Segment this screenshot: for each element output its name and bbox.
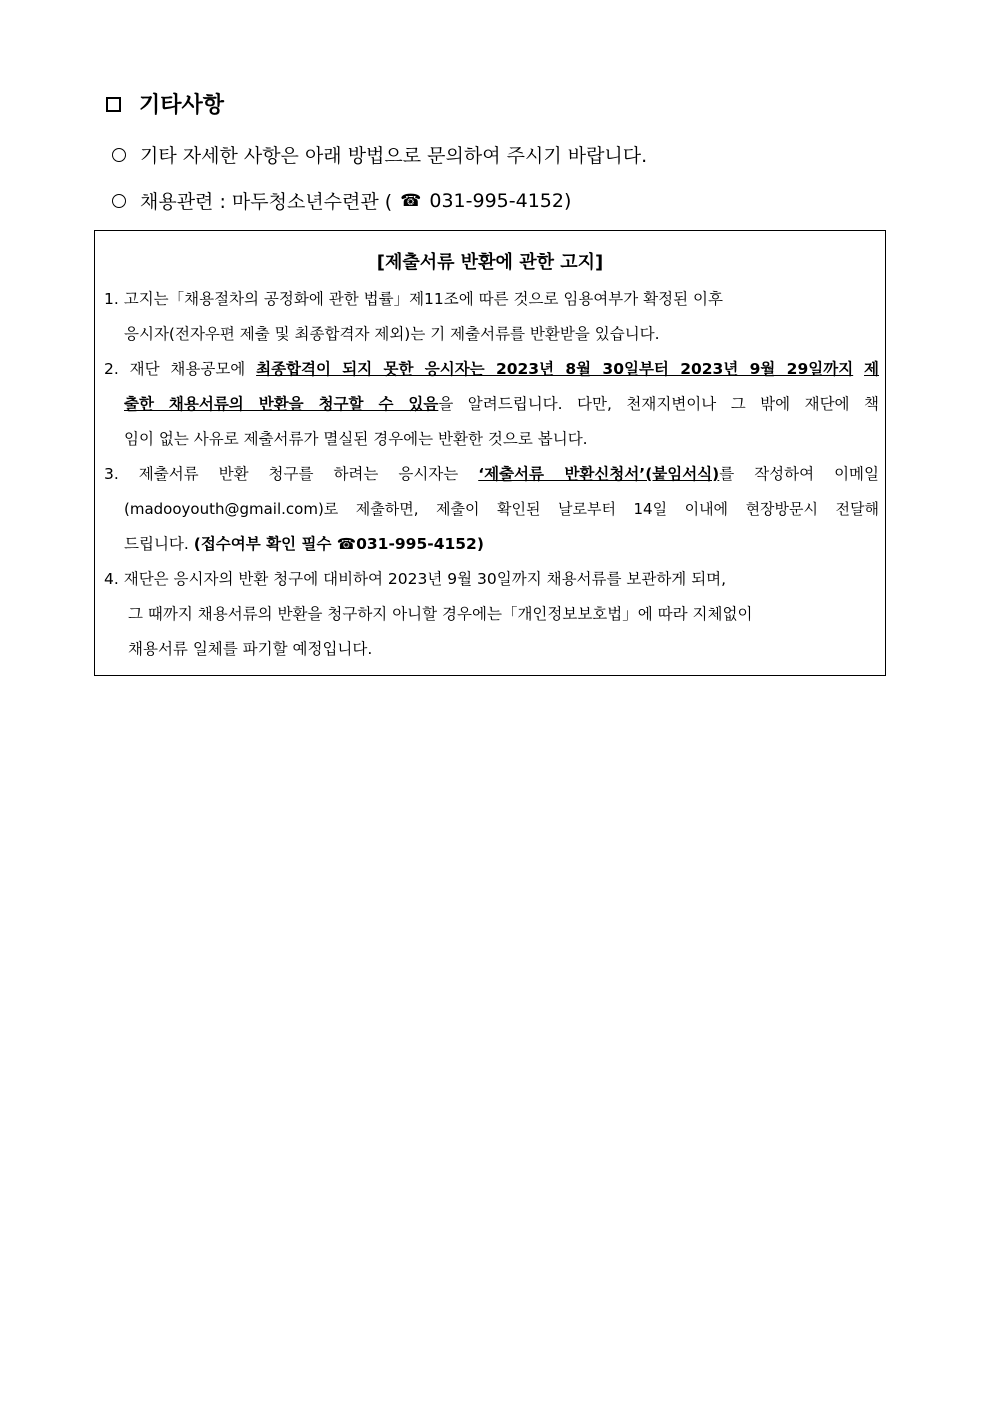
bullet-inquiry-text: 기타 자세한 사항은 아래 방법으로 문의하여 주시기 바랍니다. [140,145,648,167]
circle-outline-icon [112,194,126,208]
notice-item-3-emphasis: ‘제출서류 반환신청서’(붙임서식) [478,465,720,483]
notice-item-2-emphasis-1: 최종합격이 되지 못한 응시자는 2023년 8월 30일부터 2023년 9월 29일까지 [256,360,854,378]
notice-box [94,230,886,676]
notice-item-3-prefix: 3. 제출서류 반환 청구를 하려는 응시자는 [104,465,479,483]
notice-item-3-line-3 [124,534,484,554]
phone-icon: ☎ [400,190,422,211]
notice-item-2-emphasis-3: 출한 채용서류의 반환을 청구할 수 있음 [124,395,439,413]
bullet-contact [112,187,571,214]
notice-item-3-line-1 [104,464,879,484]
notice-item-3-line-2: (madooyouth@gmail.com)로 제출하면, 제출이 확인된 날로부터 14일 이내에 현장방문시 전달해 [124,500,879,518]
notice-item-2-line-3: 임이 없는 사유로 제출서류가 멸실된 경우에는 반환한 것으로 봅니다. [124,430,588,448]
notice-item-3-line-3-prefix: 드립니다. [124,535,194,553]
bullet-inquiry [112,141,647,168]
notice-item-2-prefix: 2. 재단 채용공모에 [104,360,257,378]
circle-outline-icon [112,148,126,162]
notice-item-2-line-2 [124,394,879,414]
notice-item-3-line-1-rest: 를 작성하여 이메일 [719,465,880,483]
square-outline-icon [106,97,121,112]
notice-item-4-line-2: 그 때까지 채용서류의 반환을 청구하지 아니할 경우에는「개인정보보호법」에 따라 지체없이 [128,605,753,623]
section-heading [106,88,224,119]
notice-item-4-line-1: 4. 재단은 응시자의 반환 청구에 대비하여 2023년 9월 30일까지 채용서류를 보관하게 되며, [104,570,727,588]
notice-item-1-line-2: 응시자(전자우편 제출 및 최종합격자 제외)는 기 제출서류를 반환받을 있습니다. [124,325,660,343]
section-title-text: 기타사항 [139,93,225,118]
notice-item-1-line-1: 1. 고지는「채용절차의 공정화에 관한 법률」제11조에 따른 것으로 임용여부가 확정된 이후 [104,290,723,308]
notice-title: [제출서류 반환에 관한 고지] [376,252,604,273]
bullet-contact-text: 채용관련 : 마두청소년수련관 ( [140,191,393,213]
bullet-contact-phone: 031-995-4152) [429,189,572,212]
notice-item-3-phone-note: (접수여부 확인 필수 ☎031-995-4152) [193,535,484,553]
notice-item-4-line-3: 채용서류 일체를 파기할 예정입니다. [128,640,373,658]
notice-item-2-line-1 [104,359,879,379]
notice-item-2-line-2-rest: 을 알려드립니다. 다만, 천재지변이나 그 밖에 재단에 책 [438,395,879,413]
notice-item-2-emphasis-2: 제 [864,360,879,378]
